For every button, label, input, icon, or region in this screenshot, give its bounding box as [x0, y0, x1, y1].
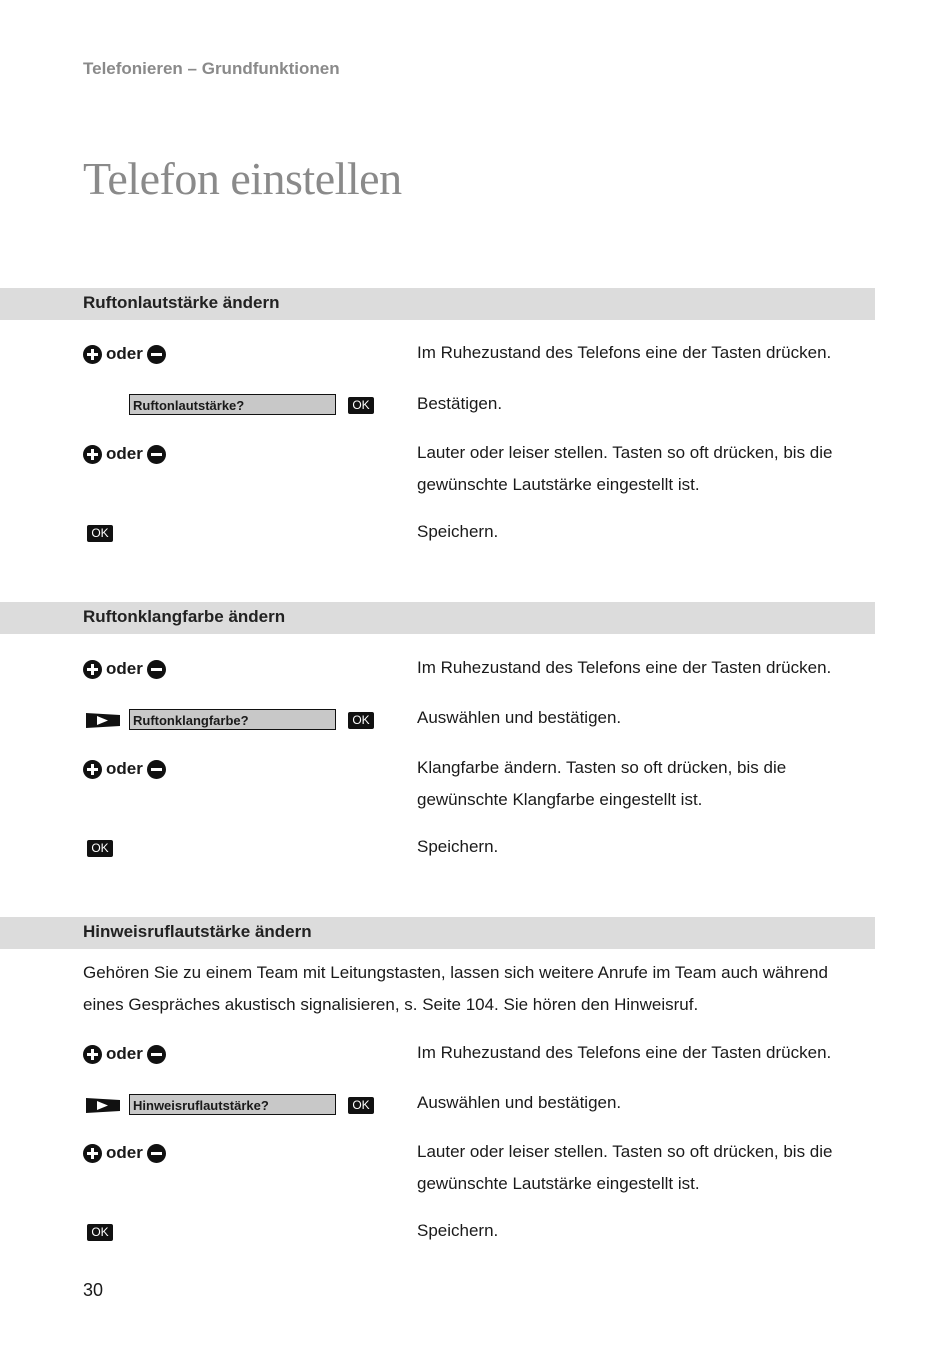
- section-heading: Ruftonklangfarbe ändern: [83, 607, 286, 626]
- step-description: Lauter oder leiser stellen. Tasten so oft drücken, bis die gewünschte Lautstärke eingestellt ist.: [417, 1142, 833, 1193]
- plus-key-icon: [83, 345, 102, 364]
- ok-key-icon: OK: [348, 712, 374, 729]
- plus-or-minus-keys: [83, 1143, 166, 1163]
- display-field: Ruftonlautstärke?: [129, 394, 336, 415]
- ok-key-icon: OK: [87, 840, 113, 857]
- ok-key-icon: OK: [348, 1097, 374, 1114]
- plus-or-minus-keys: [83, 344, 166, 364]
- or-label: oder: [106, 1143, 143, 1162]
- ok-key-icon: OK: [87, 1224, 113, 1241]
- display-field: Hinweisruflautstärke?: [129, 1094, 336, 1115]
- section-heading-bar: [0, 917, 875, 949]
- plus-key-icon: [83, 445, 102, 464]
- minus-key-icon: [147, 760, 166, 779]
- page-number: 30: [83, 1280, 104, 1300]
- plus-key-icon: [83, 760, 102, 779]
- step-description: Klangfarbe ändern. Tasten so oft drücken, bis die gewünschte Klangfarbe eingestellt ist.: [417, 758, 787, 809]
- section-heading-bar: [0, 288, 875, 320]
- step-description: Im Ruhezustand des Telefons eine der Tasten drücken.: [417, 343, 832, 362]
- plus-or-minus-keys: [83, 659, 166, 679]
- step-description: Im Ruhezustand des Telefons eine der Tasten drücken.: [417, 1043, 832, 1062]
- section-heading: Hinweisruflautstärke ändern: [83, 922, 312, 941]
- or-label: oder: [106, 1044, 143, 1063]
- minus-key-icon: [147, 345, 166, 364]
- plus-or-minus-keys: [83, 444, 166, 464]
- step-description: Auswählen und bestätigen.: [417, 708, 622, 727]
- minus-key-icon: [147, 445, 166, 464]
- step-description: Im Ruhezustand des Telefons eine der Tasten drücken.: [417, 658, 832, 677]
- step-description: Speichern.: [417, 837, 499, 856]
- or-label: oder: [106, 759, 143, 778]
- intro-paragraph: Gehören Sie zu einem Team mit Leitungstasten, lassen sich weitere Anrufe im Team auch während eines Gespräches akustisch signalisieren, s. Seite 104. Sie hören den Hinweisruf.: [83, 963, 828, 1014]
- or-label: oder: [106, 444, 143, 463]
- page-title: Telefon einstellen: [83, 153, 402, 204]
- step-description: Auswählen und bestätigen.: [417, 1093, 622, 1112]
- plus-key-icon: [83, 1045, 102, 1064]
- plus-key-icon: [83, 1144, 102, 1163]
- section-heading-bar: [0, 602, 875, 634]
- section-heading: Ruftonlautstärke ändern: [83, 293, 280, 312]
- running-header: Telefonieren – Grundfunktionen: [83, 59, 340, 78]
- forward-arrow-key-icon: [86, 711, 120, 730]
- step-description: Speichern.: [417, 1221, 499, 1240]
- plus-or-minus-keys: [83, 1044, 166, 1064]
- minus-key-icon: [147, 1144, 166, 1163]
- step-description: Lauter oder leiser stellen. Tasten so oft drücken, bis die gewünschte Lautstärke eingestellt ist.: [417, 443, 833, 494]
- plus-or-minus-keys: [83, 759, 166, 779]
- forward-arrow-key-icon: [86, 1096, 120, 1115]
- step-description: Speichern.: [417, 522, 499, 541]
- ok-key-icon: OK: [87, 525, 113, 542]
- display-field: Ruftonklangfarbe?: [129, 709, 336, 730]
- or-label: oder: [106, 344, 143, 363]
- ok-key-icon: OK: [348, 397, 374, 414]
- minus-key-icon: [147, 1045, 166, 1064]
- or-label: oder: [106, 659, 143, 678]
- step-description: Bestätigen.: [417, 394, 503, 413]
- minus-key-icon: [147, 660, 166, 679]
- plus-key-icon: [83, 660, 102, 679]
